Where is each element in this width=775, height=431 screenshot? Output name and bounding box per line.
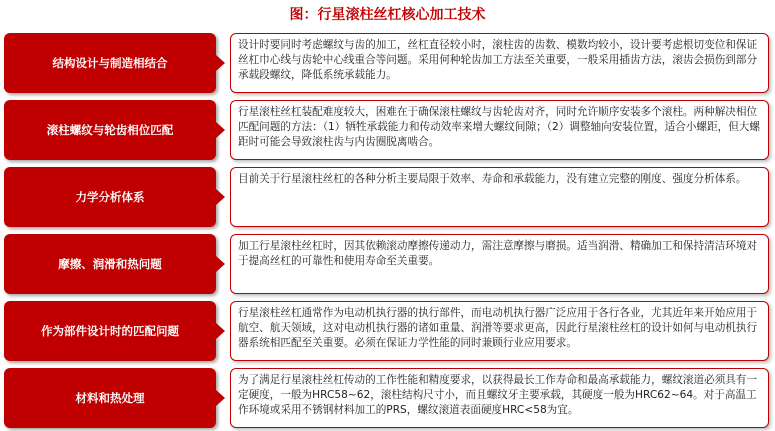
tech-row-structure-design xyxy=(0,33,775,93)
row-description: 行星滚柱丝杠装配难度较大，困难在于确保滚柱螺纹与齿轮齿对齐，同时允许顺序安装多个滚柱。两种解决相位匹配问题的方法：（1）牺牲承载能力和传动效率来增大螺纹间隙；（2）调整轴向安装位置，适合小螺距，但大螺距时可能会导致滚柱齿与内齿圈脱离啮合。 xyxy=(230,100,769,160)
row-description: 加工行星滚柱丝杠时，因其依赖滚动摩擦传递动力，需注意摩擦与磨损。适当润滑、精确加工和保持清洁环境对于提高丝杠的可靠性和使用寿命至关重要。 xyxy=(230,234,769,294)
row-description: 设计时要同时考虑螺纹与齿的加工，丝杠直径较小时，滚柱齿的齿数、模数均较小，设计要考虑根切变位和保证丝杠巾心线与齿轮中心线重合等问题。采用何种轮齿加工方法至关重要，一般采用插齿方法，滚齿会损伤到部分承载段螺纹，降低系统承载能力。 xyxy=(230,33,769,93)
row-label: 摩擦、润滑和热问题 xyxy=(4,234,216,294)
row-description: 为了满足行星滚柱丝杠传动的工作性能和精度要求，以获得最长工作寿命和最高承载能力，螺纹滚道必须具有一定硬度，一般为HRC58~62，滚柱结构尺寸小，而且螺纹牙主要承载，其硬度一般为HRC62~64。对于高温工作环境或采用不锈钢材料加工的PRS，螺纹滚道表面硬度HRC<58为宜。 xyxy=(230,368,769,428)
tech-row-materials-heat-treatment xyxy=(0,368,775,428)
arrow-icon xyxy=(216,189,225,205)
arrow-icon xyxy=(216,55,225,71)
tech-row-mechanics-analysis xyxy=(0,167,775,227)
row-description: 行星滚柱丝杠通常作为电动机执行器的执行部件，而电动机执行器广泛应用于各行各业，尤其近年来开始应用于航空、航天领域，这对电动机执行器的诸如重量、润滑等要求更高，因此行星滚柱丝杠的设计如何与电动机执行器系统相匹配至关重要。必须在保证力学性能的同时兼顾行业应用要求。 xyxy=(230,301,769,361)
tech-row-phase-matching xyxy=(0,100,775,160)
arrow-icon xyxy=(216,323,225,339)
arrow-icon xyxy=(216,256,225,272)
tech-row-component-matching xyxy=(0,301,775,361)
row-label: 力学分析体系 xyxy=(4,167,216,227)
row-label: 材料和热处理 xyxy=(4,368,216,428)
tech-row-friction-lubrication xyxy=(0,234,775,294)
page-title: 图：行星滚柱丝杠核心加工技术 xyxy=(289,7,486,23)
row-label: 结构设计与制造相结合 xyxy=(4,33,216,93)
row-label: 作为部件设计时的匹配问题 xyxy=(4,301,216,361)
arrow-icon xyxy=(216,390,225,406)
arrow-icon xyxy=(216,122,225,138)
row-description: 目前关于行星滚柱丝杠的各种分析主要局限于效率、寿命和承载能力，没有建立完整的刚度、强度分析体系。 xyxy=(230,167,769,227)
row-label: 滚柱螺纹与轮齿相位匹配 xyxy=(4,100,216,160)
